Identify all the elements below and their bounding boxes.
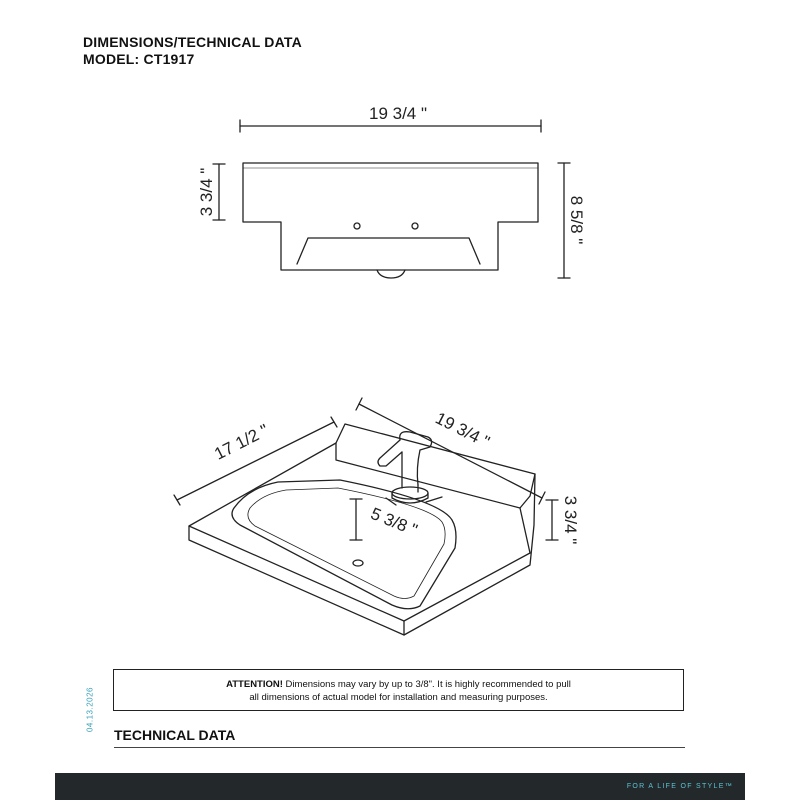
model-number: MODEL: CT1917 <box>83 51 195 67</box>
front-left-height-label: 3 3/4 " <box>197 167 216 217</box>
perspective-width-label: 19 3/4 " <box>432 408 493 452</box>
perspective-view-outline <box>174 398 558 635</box>
attention-line1: Dimensions may vary by up to 3/8". It is highly recommended to pull <box>282 679 571 690</box>
section-title: TECHNICAL DATA <box>114 727 236 743</box>
attention-prefix: ATTENTION! <box>226 679 283 690</box>
footer-bar <box>55 773 745 800</box>
document-date: 04.13.2026 <box>85 686 95 733</box>
front-right-height-label: 8 5/8 " <box>567 195 586 245</box>
attention-notice <box>113 669 684 711</box>
backsplash-height-label: 3 3/4 " <box>561 495 580 545</box>
attention-line2: all dimensions of actual model for installation and measuring purposes. <box>249 692 548 703</box>
section-divider <box>114 747 685 748</box>
footer-tagline: FOR A LIFE OF STYLE™ <box>626 783 733 790</box>
front-view-outline <box>213 120 570 278</box>
perspective-depth-label: 17 1/2 " <box>211 420 272 464</box>
front-width-label: 19 3/4 " <box>368 104 428 123</box>
basin-depth-label: 5 3/8 " <box>367 503 421 540</box>
page-title: DIMENSIONS/TECHNICAL DATA <box>83 34 302 50</box>
